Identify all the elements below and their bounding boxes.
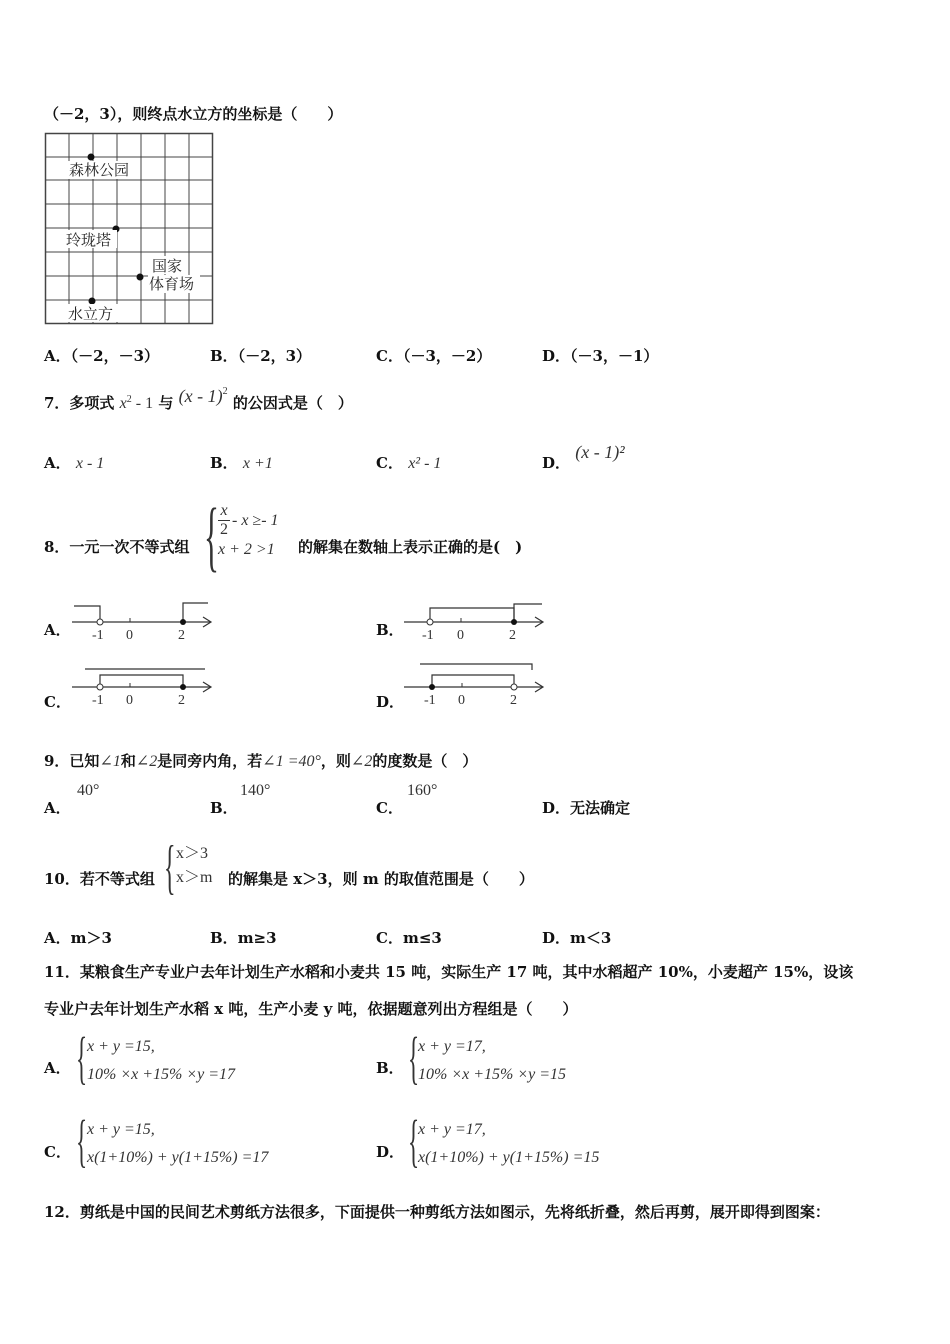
q8-numberline-b[interactable] (402, 598, 552, 644)
svg-text:2: 2 (178, 628, 185, 643)
q9-option-c-label[interactable]: C． (376, 799, 403, 817)
q9-option-d[interactable]: D．无法确定 (542, 799, 631, 817)
q12-stem: 12．剪纸是中国的民间艺术剪纸方法很多，下面提供一种剪纸方法如图示，先将纸折叠，然后再剪，展开即得到图案： (44, 1203, 830, 1221)
svg-text:2: 2 (510, 693, 517, 708)
q11-a-brace: { (76, 1025, 88, 1090)
q10-prefix: 10．若不等式组 (44, 870, 155, 888)
q8-option-a[interactable]: A． (44, 621, 71, 639)
q11-c-brace: { (76, 1108, 88, 1173)
q6-intro: （－2，3），则终点水立方的坐标是（ ） (44, 105, 343, 123)
q11-b-brace: { (408, 1025, 420, 1090)
q9-option-b-value: 140° (240, 782, 271, 799)
svg-text:0: 0 (126, 628, 133, 643)
q8-system: x 2 - x ≥- 1 x + 2 >1 (218, 502, 279, 558)
svg-text:-1: -1 (92, 693, 104, 708)
place-forest-park: 森林公园 (69, 163, 130, 179)
q11-option-a[interactable]: A． (44, 1059, 71, 1077)
svg-text:-1: -1 (92, 628, 104, 643)
q10-option-b[interactable]: B．m≥3 (210, 929, 277, 947)
svg-text:2: 2 (178, 693, 185, 708)
q9-option-c-value: 160° (407, 782, 438, 799)
stadium-dot (137, 274, 144, 281)
q8-option-b[interactable]: B． (376, 621, 404, 639)
q8-numberline-d[interactable] (402, 660, 552, 710)
q10-brace: { (164, 834, 176, 900)
q11-d-brace: { (408, 1108, 420, 1173)
place-stadium-1: 国家 (152, 259, 183, 275)
q8-brace: { (204, 492, 219, 579)
q11-option-d[interactable]: D． (376, 1143, 405, 1161)
q10-suffix: 的解集是 x＞3，则 m 的取值范围是（ ） (228, 870, 534, 888)
q6-map-grid (44, 132, 216, 327)
q8-numberline-c[interactable] (70, 665, 220, 711)
svg-text:-1: -1 (422, 628, 434, 643)
q9-option-a-value: 40° (77, 782, 100, 799)
q7-option-a[interactable]: A． x - 1 (44, 454, 105, 472)
forest-park-dot (88, 154, 95, 161)
q8-option-d[interactable]: D． (376, 693, 405, 711)
q11-b-system: x + y =17, 10% ×x +15% ×y =15 (418, 1038, 567, 1083)
q8-suffix: 的解集在数轴上表示正确的是( ) (298, 538, 523, 556)
q10-system: x＞3 x＞m (176, 845, 213, 886)
q10-option-a[interactable]: A．m＞3 (44, 929, 112, 947)
q8-option-c[interactable]: C． (44, 693, 71, 711)
q11-c-system: x + y =15, x(1+10%) + y(1+15%) =17 (87, 1121, 269, 1166)
q9-stem: 9．已知∠1和∠2是同旁内角，若∠1 =40°，则∠2的度数是（ ） (44, 752, 478, 770)
q9-option-b-label[interactable]: B． (210, 799, 238, 817)
q7-option-c[interactable]: C． x² - 1 (376, 454, 442, 472)
q6-option-d[interactable]: D．（－3，－1） (542, 347, 659, 365)
water-cube-dot (89, 298, 96, 305)
q9-option-a-label[interactable]: A． (44, 799, 71, 817)
q6-option-c[interactable]: C．（－3，－2） (376, 347, 492, 365)
svg-text:0: 0 (457, 628, 464, 643)
q7-option-d[interactable]: D． (x - 1)² (542, 442, 625, 472)
q6-option-b[interactable]: B．（－2，3） (210, 347, 312, 365)
q11-stem-line2: 专业户去年计划生产水稻 x 吨，生产小麦 y 吨，依据题意列出方程组是（ ） (44, 1000, 578, 1018)
svg-text:0: 0 (458, 693, 465, 708)
q8-prefix: 8．一元一次不等式组 (44, 538, 190, 556)
q11-option-c[interactable]: C． (44, 1143, 71, 1161)
svg-text:-1: -1 (424, 693, 436, 708)
q11-stem-line1: 11．某粮食生产专业户去年计划生产水稻和小麦共 15 吨，实际生产 17 吨，其中水稻超产 10%，小麦超产 15%，设该 (44, 963, 854, 981)
q7-option-b[interactable]: B． x +1 (210, 454, 273, 472)
q8-numberline-a[interactable] (70, 598, 220, 644)
q10-option-d[interactable]: D．m＜3 (542, 929, 612, 947)
svg-text:2: 2 (509, 628, 516, 643)
q6-option-a[interactable]: A．（－2，－3） (44, 347, 160, 365)
place-stadium-2: 体育场 (149, 277, 195, 293)
q11-d-system: x + y =17, x(1+10%) + y(1+15%) =15 (418, 1121, 600, 1166)
q11-option-b[interactable]: B． (376, 1059, 404, 1077)
svg-text:0: 0 (126, 693, 133, 708)
q11-a-system: x + y =15, 10% ×x +15% ×y =17 (87, 1038, 236, 1083)
q7-stem: 7．多项式 $x^2 - 1$ 与 (x - 1)$^2$ 的公因式是（ ） (44, 386, 353, 412)
place-tower: 玲珑塔 (66, 233, 112, 249)
place-water-cube: 水立方 (68, 307, 114, 323)
q10-option-c[interactable]: C．m≤3 (376, 929, 442, 947)
